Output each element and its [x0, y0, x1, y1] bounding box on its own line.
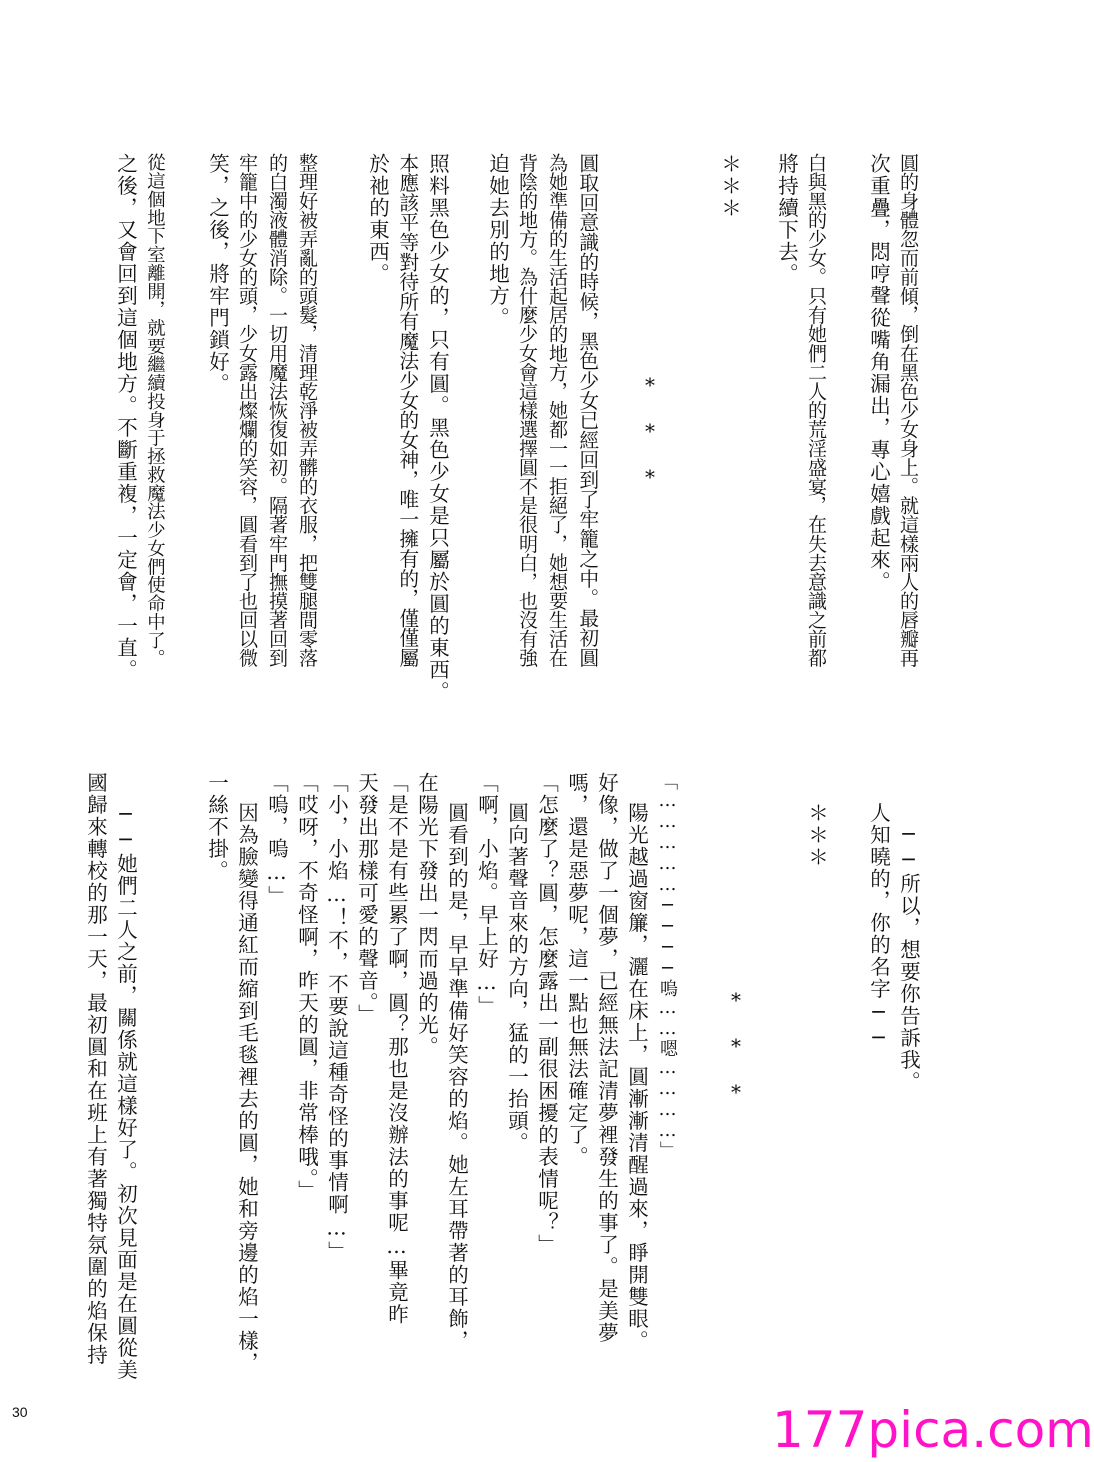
text-line: 「是不是有些累了啊，圓？那也是沒辦法的事呢…畢竟昨	[384, 772, 409, 1326]
text-line: 好像，做了一個夢，已經無法記清夢裡發生的事了。是美夢	[594, 772, 619, 1344]
text-line: 陽光越過窗簾，灑在床上，圓漸漸清醒過來，睜開雙眼。	[624, 802, 649, 1352]
text-line: 牢籠中的少女的頭，少女露出燦爛的笑容，圓看到了也回以微	[236, 153, 259, 668]
text-line: ＊＊＊	[717, 153, 742, 219]
text-line: 「怎麼了？圓，怎麼露出一副很困擾的表情呢？」	[534, 772, 559, 1256]
text-line: 嗎，還是惡夢呢，這一點也無法確定了。	[564, 772, 589, 1168]
text-line: 白與黑的少女。只有她們二人的荒淫盛宴，在失去意識之前都	[805, 153, 828, 668]
text-line: 圓的身體忽而前傾，倒在黑色少女身上。就這樣兩人的唇瓣再	[897, 153, 920, 668]
text-line: 人知曉的，你的名字──	[866, 802, 891, 1051]
section-break-stars: * * *	[731, 988, 741, 1104]
text-line: 次重疊，悶哼聲從嘴角漏出，專心嬉戲起來。	[866, 153, 891, 593]
text-line: 照料黑色少女的，只有圓。黑色少女是只屬於圓的東西。	[425, 153, 450, 703]
page-number: 30	[12, 1404, 28, 1420]
text-line: 圓向著聲音來的方向，猛的一抬頭。	[504, 802, 529, 1154]
text-line: ──所以，想要你告訴我。	[896, 822, 921, 1093]
watermark-logo: 177pica.com	[772, 1401, 1094, 1459]
text-line: ＊＊＊	[804, 802, 829, 868]
text-line: 天發出那樣可愛的聲音。」	[354, 772, 379, 1026]
text-line: 之後，又會回到這個地方。不斷重複，一定會，一直。	[113, 153, 138, 681]
text-line: 在陽光下發出一閃而過的光。	[414, 772, 439, 1058]
text-line: 本應該平等對待所有魔法少女的女神，唯一擁有的，僅僅屬	[395, 153, 419, 668]
text-line: 「小，小焰…！不，不要說這種奇怪的事情啊…」	[324, 772, 349, 1263]
text-line: 的白濁液體消除。一切用魔法恢復如初。隔著牢門撫摸著回到	[266, 153, 289, 668]
text-line: 圓取回意識的時候，黑色少女已經回到了牢籠之中。最初圓	[575, 153, 599, 668]
text-line: 圓看到的是，早早準備好笑容的焰。她左耳帶著的耳飾，	[444, 802, 469, 1352]
text-line: 國歸來轉校的那一天，最初圓和在班上有著獨特氛圍的焰保持	[83, 772, 108, 1366]
text-line: 「嗚，嗚…」	[264, 772, 289, 908]
text-line: 因為臉變得通紅而縮到毛毯裡去的圓，她和旁邊的焰一樣，	[234, 802, 259, 1374]
section-break-stars: * * *	[645, 373, 655, 489]
text-line: 背陰的地方。為什麼少女會這樣選擇圓不是很明白，也沒有強	[516, 153, 539, 668]
text-line: 笑，之後，將牢門鎖好。	[205, 153, 230, 395]
text-line: ──她們二人之前，關係就這樣好了。初次見面是在圓從美	[113, 802, 138, 1381]
text-line: 為她準備的生活起居的地方，她都一一拒絕了，她想要生活在	[546, 153, 569, 668]
text-line: 迫她去別的地方。	[485, 153, 510, 329]
text-line: 一絲不掛。	[204, 772, 229, 882]
text-line: 從這個地下室離開，就要繼續投身于拯救魔法少女們使命中了。	[144, 153, 166, 668]
text-line: 「啊，小焰。早上好…」	[474, 772, 499, 1018]
text-line: 「哎呀，不奇怪啊，昨天的圓，非常棒哦。」	[294, 772, 319, 1202]
text-line: 將持續下去。	[774, 153, 799, 285]
text-line: 於祂的東西。	[365, 153, 390, 285]
text-line: 整理好被弄亂的頭髮，清理乾淨被弄髒的衣服，把雙腿間零落	[296, 153, 319, 668]
text-line: 「……………────嗚……嗯…………」	[657, 772, 678, 1159]
